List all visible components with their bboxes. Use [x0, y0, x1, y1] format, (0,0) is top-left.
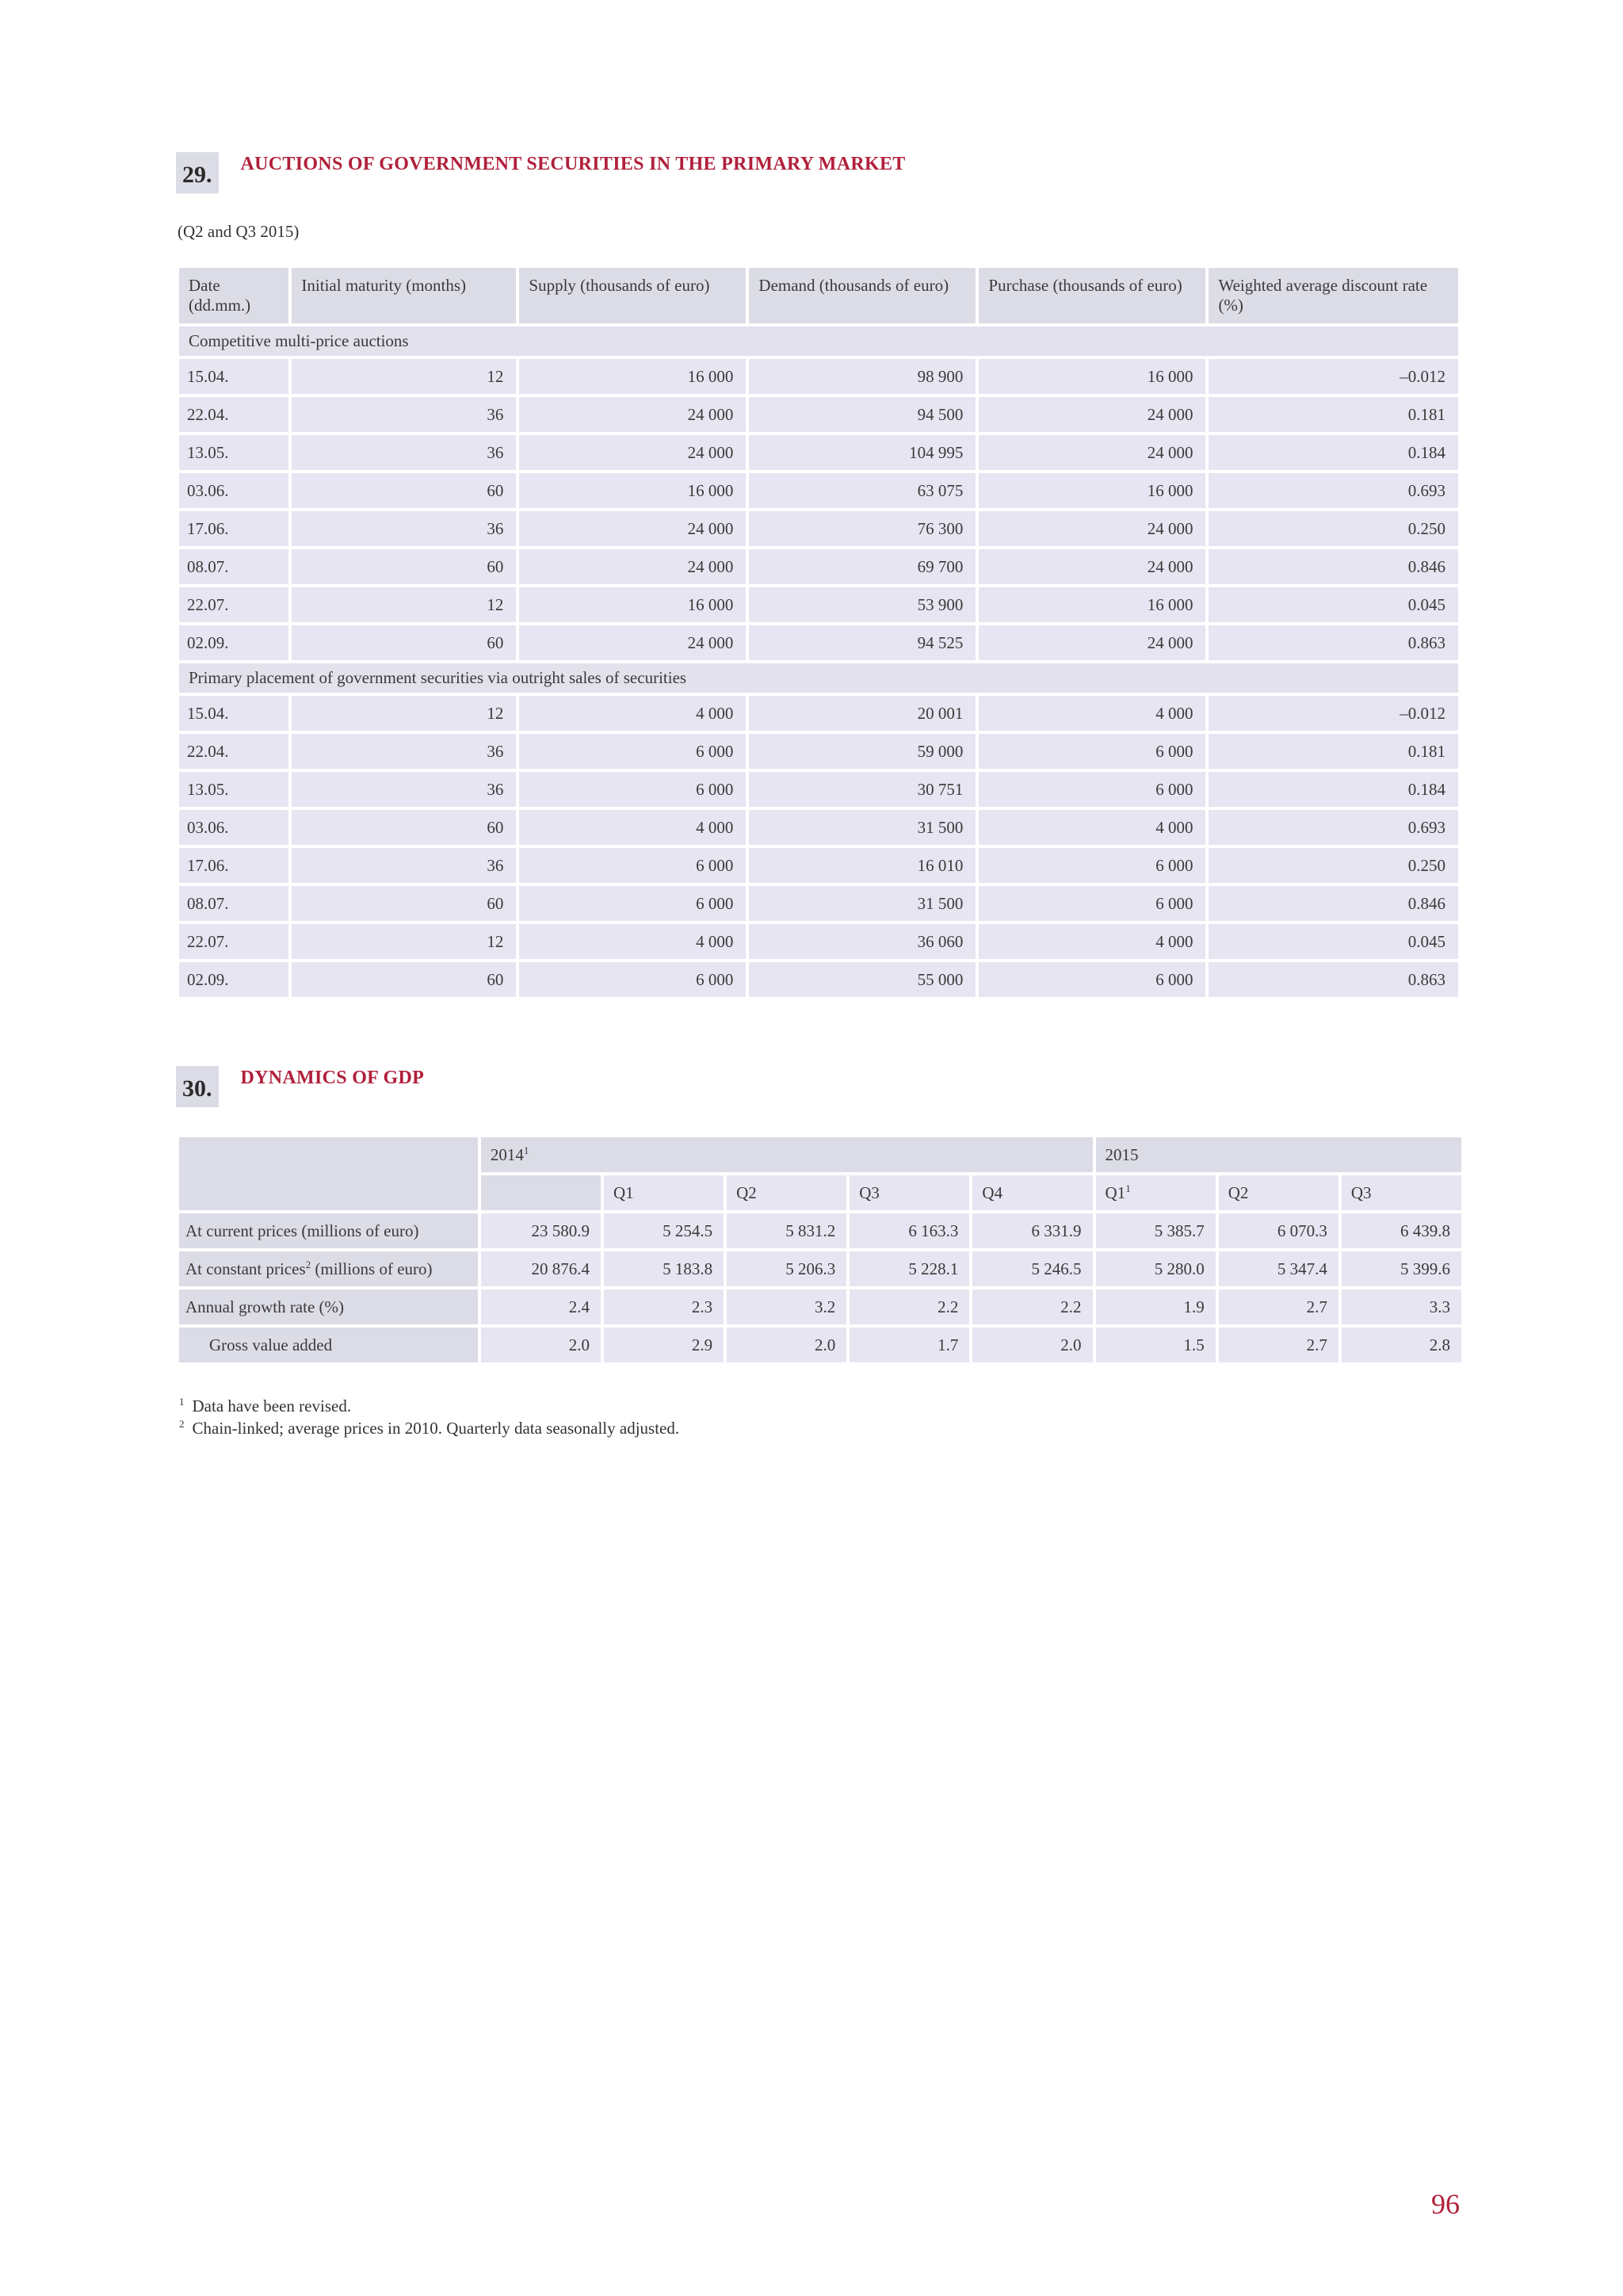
year-header-row — [179, 1137, 1461, 1172]
value-cell: 2.0 — [727, 1328, 846, 1362]
column-header: Initial maturity (months) — [292, 268, 516, 323]
value-cell: 4 000 — [519, 924, 746, 959]
value-cell: 53 900 — [749, 587, 976, 622]
gdp-table — [176, 1134, 1465, 1366]
column-header: Weighted average discount rate (%) — [1209, 268, 1458, 323]
table-row — [179, 435, 1458, 470]
date-cell: 03.06. — [179, 810, 288, 845]
value-cell: 12 — [292, 359, 516, 394]
column-header: Purchase (thousands of euro) — [979, 268, 1205, 323]
value-cell: 6 439.8 — [1342, 1213, 1461, 1248]
value-cell: 36 — [292, 848, 516, 883]
date-cell: 02.09. — [179, 625, 288, 660]
date-cell: 08.07. — [179, 549, 288, 584]
value-cell: 6 000 — [519, 962, 746, 997]
value-cell: 5 385.7 — [1096, 1213, 1216, 1248]
value-cell: 24 000 — [979, 549, 1205, 584]
value-cell: 60 — [292, 810, 516, 845]
value-cell: 5 254.5 — [604, 1213, 724, 1248]
value-cell: 3.3 — [1342, 1289, 1461, 1324]
group-label: Primary placement of government securities via outright sales of securities — [179, 663, 1458, 693]
value-cell: 60 — [292, 962, 516, 997]
row-label: At constant prices$^2$ (millions of euro) — [179, 1251, 478, 1286]
value-cell: 36 060 — [749, 924, 976, 959]
section-number: 29. — [176, 152, 219, 193]
value-cell: 4 000 — [979, 696, 1205, 731]
value-cell: 104 995 — [749, 435, 976, 470]
value-cell: 24 000 — [979, 435, 1205, 470]
footnote: $^2$ Chain-linked; average prices in 2010. Quarterly data seasonally adjusted. — [179, 1418, 680, 1438]
value-cell: 2.8 — [1342, 1328, 1461, 1362]
quarter-header: Q3 — [1342, 1175, 1461, 1210]
value-cell: 98 900 — [749, 359, 976, 394]
date-cell: 13.05. — [179, 772, 288, 807]
value-cell: 36 — [292, 772, 516, 807]
value-cell: 0.250 — [1209, 848, 1458, 883]
gdp-row — [179, 1328, 1461, 1362]
table-row — [179, 397, 1458, 432]
value-cell: 6 000 — [519, 772, 746, 807]
value-cell: –0.012 — [1209, 696, 1458, 731]
value-cell: 6 000 — [519, 734, 746, 769]
table-subtitle: (Q2 and Q3 2015) — [178, 222, 300, 241]
group-label: Competitive multi-price auctions — [179, 327, 1458, 356]
value-cell: 2.4 — [481, 1289, 601, 1324]
table-row — [179, 696, 1458, 731]
row-label: Annual growth rate (%) — [179, 1289, 478, 1324]
value-cell: 16 000 — [979, 587, 1205, 622]
value-cell: 6 000 — [519, 848, 746, 883]
value-cell: 0.863 — [1209, 962, 1458, 997]
value-cell: 5 183.8 — [604, 1251, 724, 1286]
section-29-header — [176, 152, 906, 193]
value-cell: 4 000 — [979, 924, 1205, 959]
value-cell: 69 700 — [749, 549, 976, 584]
date-cell: 22.07. — [179, 587, 288, 622]
value-cell: 16 000 — [519, 587, 746, 622]
table-row — [179, 924, 1458, 959]
value-cell: 6 070.3 — [1219, 1213, 1338, 1248]
section-30-header — [176, 1066, 424, 1107]
value-cell: 1.5 — [1096, 1328, 1216, 1362]
value-cell: 59 000 — [749, 734, 976, 769]
value-cell: 4 000 — [519, 696, 746, 731]
quarter-header: Q1 — [604, 1175, 724, 1210]
value-cell: 6 000 — [979, 734, 1205, 769]
group-row — [179, 663, 1458, 693]
row-label: Gross value added — [179, 1328, 478, 1362]
value-cell: 5 280.0 — [1096, 1251, 1216, 1286]
value-cell: 0.250 — [1209, 511, 1458, 546]
value-cell: 2.0 — [972, 1328, 1092, 1362]
value-cell: 5 206.3 — [727, 1251, 846, 1286]
value-cell: 12 — [292, 587, 516, 622]
gdp-row — [179, 1289, 1461, 1324]
value-cell: 36 — [292, 734, 516, 769]
value-cell: 5 831.2 — [727, 1213, 846, 1248]
value-cell: 2.7 — [1219, 1289, 1338, 1324]
table-row — [179, 962, 1458, 997]
table-row — [179, 359, 1458, 394]
value-cell: 60 — [292, 473, 516, 508]
value-cell: 24 000 — [979, 511, 1205, 546]
section-title: AUCTIONS OF GOVERNMENT SECURITIES IN THE PRIMARY MARKET — [240, 154, 906, 174]
value-cell: 3.2 — [727, 1289, 846, 1324]
value-cell: 2.2 — [972, 1289, 1092, 1324]
value-cell: 30 751 — [749, 772, 976, 807]
value-cell: 0.045 — [1209, 587, 1458, 622]
value-cell: –0.012 — [1209, 359, 1458, 394]
value-cell: 20 001 — [749, 696, 976, 731]
column-header: Demand (thousands of euro) — [749, 268, 976, 323]
value-cell: 6 000 — [519, 886, 746, 921]
value-cell: 24 000 — [519, 397, 746, 432]
value-cell: 24 000 — [519, 511, 746, 546]
section-title: DYNAMICS OF GDP — [240, 1068, 425, 1088]
value-cell: 6 000 — [979, 886, 1205, 921]
value-cell: 0.863 — [1209, 625, 1458, 660]
quarter-header: $Q1^1$ — [1096, 1175, 1216, 1210]
value-cell: 60 — [292, 625, 516, 660]
value-cell: 20 876.4 — [481, 1251, 601, 1286]
table-row — [179, 473, 1458, 508]
value-cell: 0.184 — [1209, 772, 1458, 807]
value-cell: 23 580.9 — [481, 1213, 601, 1248]
value-cell: 4 000 — [519, 810, 746, 845]
value-cell: 6 000 — [979, 772, 1205, 807]
footnote: $^1$ Data have been revised. — [179, 1396, 352, 1415]
table-row — [179, 511, 1458, 546]
date-cell: 22.04. — [179, 397, 288, 432]
page-number: 96 — [1431, 2188, 1460, 2220]
value-cell: 0.045 — [1209, 924, 1458, 959]
value-cell: 5 347.4 — [1219, 1251, 1338, 1286]
value-cell: 4 000 — [979, 810, 1205, 845]
date-cell: 22.07. — [179, 924, 288, 959]
section-number: 30. — [176, 1066, 219, 1107]
value-cell: 36 — [292, 397, 516, 432]
table-row — [179, 549, 1458, 584]
value-cell: 0.181 — [1209, 734, 1458, 769]
value-cell: 0.184 — [1209, 435, 1458, 470]
table-row — [179, 848, 1458, 883]
value-cell: 2.3 — [604, 1289, 724, 1324]
date-cell: 13.05. — [179, 435, 288, 470]
auctions-table — [176, 265, 1461, 1000]
value-cell: 31 500 — [749, 810, 976, 845]
value-cell: 94 525 — [749, 625, 976, 660]
value-cell: 5 399.6 — [1342, 1251, 1461, 1286]
date-cell: 17.06. — [179, 848, 288, 883]
table-row — [179, 810, 1458, 845]
value-cell: 0.181 — [1209, 397, 1458, 432]
value-cell: 0.693 — [1209, 473, 1458, 508]
value-cell: 16 000 — [979, 473, 1205, 508]
value-cell: 5 246.5 — [972, 1251, 1092, 1286]
value-cell: 1.7 — [850, 1328, 969, 1362]
value-cell: 16 010 — [749, 848, 976, 883]
value-cell: 6 000 — [979, 962, 1205, 997]
value-cell: 76 300 — [749, 511, 976, 546]
date-cell: 17.06. — [179, 511, 288, 546]
column-header: Supply (thousands of euro) — [519, 268, 746, 323]
table-body — [179, 327, 1458, 997]
value-cell: 0.846 — [1209, 886, 1458, 921]
value-cell: 60 — [292, 886, 516, 921]
value-cell: 6 163.3 — [850, 1213, 969, 1248]
quarter-header: Q2 — [727, 1175, 846, 1210]
quarter-header: Q3 — [850, 1175, 969, 1210]
header-corner — [179, 1137, 478, 1210]
table-row — [179, 886, 1458, 921]
value-cell: 6 331.9 — [972, 1213, 1092, 1248]
value-cell: 2.7 — [1219, 1328, 1338, 1362]
value-cell: 55 000 — [749, 962, 976, 997]
date-cell: 22.04. — [179, 734, 288, 769]
date-cell: 02.09. — [179, 962, 288, 997]
value-cell: 0.693 — [1209, 810, 1458, 845]
value-cell: 94 500 — [749, 397, 976, 432]
date-cell: 15.04. — [179, 696, 288, 731]
row-label: At current prices (millions of euro) — [179, 1213, 478, 1248]
table-row — [179, 587, 1458, 622]
table-header-row — [179, 268, 1458, 323]
date-cell: 03.06. — [179, 473, 288, 508]
value-cell: 24 000 — [519, 625, 746, 660]
year-2014-header: 2014$^1$ — [481, 1137, 1093, 1172]
date-cell: 15.04. — [179, 359, 288, 394]
value-cell: 0.846 — [1209, 549, 1458, 584]
value-cell: 16 000 — [979, 359, 1205, 394]
gdp-row — [179, 1251, 1461, 1286]
value-cell: 63 075 — [749, 473, 976, 508]
value-cell: 12 — [292, 924, 516, 959]
value-cell: 1.9 — [1096, 1289, 1216, 1324]
value-cell: 2.0 — [481, 1328, 601, 1362]
value-cell: 16 000 — [519, 359, 746, 394]
value-cell: 36 — [292, 511, 516, 546]
value-cell: 12 — [292, 696, 516, 731]
table-row — [179, 625, 1458, 660]
value-cell: 5 228.1 — [850, 1251, 969, 1286]
value-cell: 2.9 — [604, 1328, 724, 1362]
gdp-table-body — [179, 1213, 1461, 1362]
table-row — [179, 734, 1458, 769]
value-cell: 16 000 — [519, 473, 746, 508]
value-cell: 31 500 — [749, 886, 976, 921]
value-cell: 60 — [292, 549, 516, 584]
date-cell: 08.07. — [179, 886, 288, 921]
year-2015-header: 2015 — [1096, 1137, 1461, 1172]
value-cell: 24 000 — [519, 435, 746, 470]
value-cell: 24 000 — [979, 397, 1205, 432]
value-cell: 2.2 — [850, 1289, 969, 1324]
quarter-header: Q4 — [972, 1175, 1092, 1210]
value-cell: 36 — [292, 435, 516, 470]
group-row — [179, 327, 1458, 356]
value-cell: 24 000 — [519, 549, 746, 584]
quarter-header: Q2 — [1219, 1175, 1338, 1210]
column-header: Date (dd.mm.) — [179, 268, 288, 323]
annual-header-cell — [481, 1175, 601, 1210]
value-cell: 24 000 — [979, 625, 1205, 660]
value-cell: 6 000 — [979, 848, 1205, 883]
gdp-row — [179, 1213, 1461, 1248]
table-row — [179, 772, 1458, 807]
